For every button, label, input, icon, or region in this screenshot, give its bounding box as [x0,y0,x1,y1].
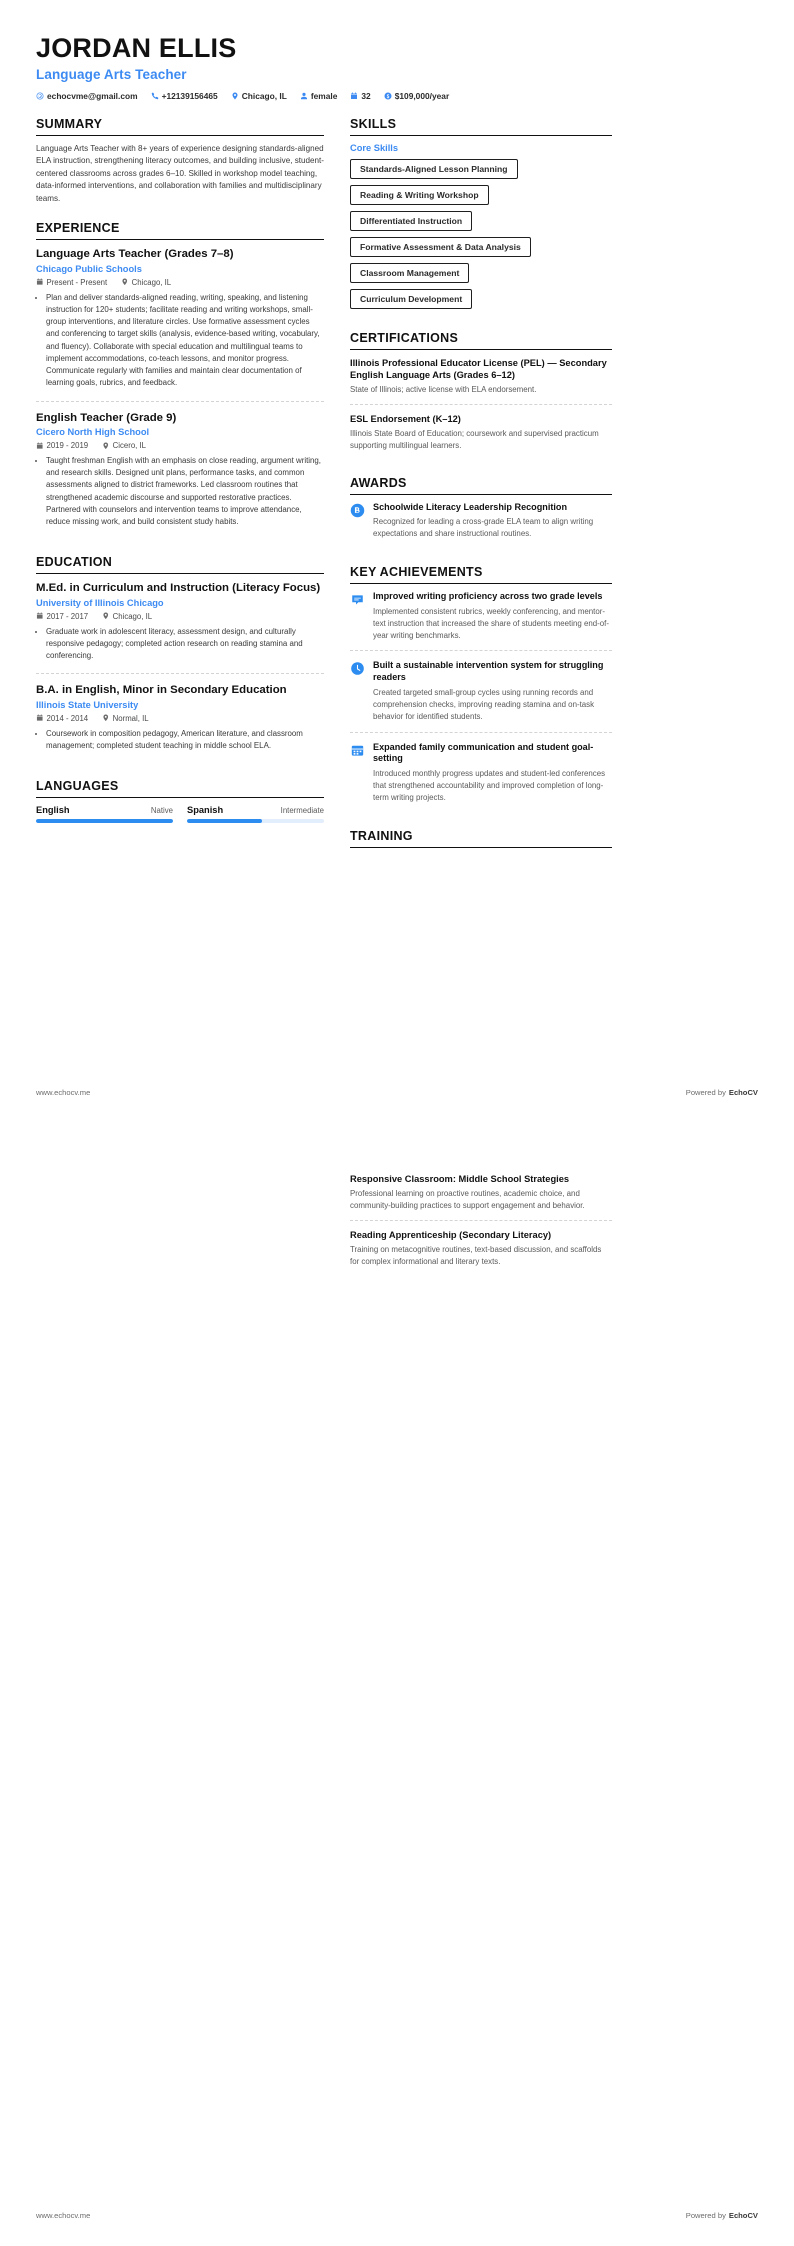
footer-brand-name: EchoCV [728,2211,758,2220]
education-location-value: Normal, IL [112,713,149,723]
location-icon [102,442,110,450]
achievement-item [350,591,612,650]
experience-entry [36,401,324,540]
calendar-icon [350,92,358,100]
phone-icon [151,92,159,100]
certification-desc: Illinois State Board of Education; coursework and supervised practicum supporting multilingual learners. [350,428,599,450]
language-proficiency-bar [36,819,173,823]
achievement-desc: Introduced monthly progress updates and student-led conferences that strengthened accountability and improved completion of long-term writing projects. [373,769,606,802]
section-title-awards: AWARDS [350,476,612,495]
section-training [350,829,612,848]
section-certifications [350,331,612,460]
language-name: English [36,805,70,816]
award-desc: Recognized for leading a cross-grade ELA team to align writing expectations and share instructional routines. [373,517,594,539]
education-school: Illinois State University [36,699,139,710]
section-title-languages: LANGUAGES [36,779,324,798]
achievement-title: Improved writing proficiency across two grade levels [373,591,603,602]
skill-chip: Classroom Management [350,263,469,283]
section-training-continued [350,1173,612,1276]
contact-age-value: 32 [361,90,371,101]
section-experience [36,221,324,539]
language-head [187,805,324,815]
page-footer [36,1088,758,1097]
experience-meta [36,441,324,450]
section-key-achievements [350,565,612,813]
education-degree: M.Ed. in Curriculum and Instruction (Literacy Focus) [36,582,321,595]
experience-bullets [36,455,324,529]
location-icon [231,92,239,100]
section-title-education: EDUCATION [36,555,324,574]
resume-columns-page2 [36,1173,758,1292]
language-head [36,805,173,815]
section-awards [350,476,612,550]
education-dates [36,612,88,621]
award-title: Schoolwide Literacy Leadership Recognition [373,501,568,512]
education-dates-value: 2014 - 2014 [46,713,89,723]
achievement-item [350,650,612,731]
section-summary [36,117,324,206]
contact-salary [384,91,450,101]
achievement-body [373,591,612,641]
summary-text: Language Arts Teacher with 8+ years of experience designing standards-aligned ELA instruction, strengthening literacy outcomes, and building inclusive, student-centered classrooms across grades 6–10. Skilled in workshop model teaching, data-informed interventions, and collaboration with families and multidisciplinary teams. [36,143,324,203]
training-name: Reading Apprenticeship (Secondary Literacy) [350,1229,552,1240]
footer-brand [686,1088,758,1097]
clock-icon [350,661,365,676]
left-column [36,117,324,864]
education-bullets [36,626,324,663]
language-name: Spanish [187,805,224,816]
salary-icon [384,92,392,100]
certification-item [350,357,612,404]
languages-list [36,805,324,823]
award-body [373,502,612,541]
experience-dates [36,278,107,287]
skill-chip: Differentiated Instruction [350,211,472,231]
achievement-desc: Implemented consistent rubrics, weekly conferencing, and mentor-text instruction that increased the share of students meeting end-of-year writing benchmarks. [373,606,609,640]
section-title-summary: SUMMARY [36,117,324,136]
contact-gender-value: female [310,90,338,101]
contact-age [350,91,370,101]
calendar-icon [36,278,44,286]
contact-email-value: echocvme@gmail.com [47,90,138,101]
email-icon [36,92,44,100]
section-title-training: TRAINING [350,829,612,848]
experience-bullet: • Plan and deliver standards-aligned reading, writing, speaking, and listening instruction for 120+ students; facilitate reading and writing workshops, small-group interventions, and literature circles. Use formative assessment cycles and conferencing to target skills (analysis, evidence-based writing, vocabulary, and fluency). Collaborate with special education and multilingual teams to implement accommodations, co-teach lessons, and monitor progress. Communicate regularly with families and maintain clear documentation of learning goals, rubrics, and feedback. [46,292,324,390]
contact-location [231,91,287,101]
experience-role: English Teacher (Grade 9) [36,411,177,424]
section-languages [36,779,324,823]
education-entry [36,581,324,673]
experience-bullets [36,292,324,390]
calendar-icon [36,612,44,620]
section-title-experience: EXPERIENCE [36,221,324,240]
training-item [350,1173,612,1220]
language-level: Native [150,806,173,816]
candidate-job-title: Language Arts Teacher [36,66,187,82]
contact-phone-value: +12139156465 [161,90,218,101]
footer-brand [686,2211,758,2220]
section-title-skills: SKILLS [350,117,612,136]
experience-role: Language Arts Teacher (Grades 7–8) [36,248,234,261]
contact-location-value: Chicago, IL [241,90,287,101]
calendar-grid-icon [350,743,365,758]
achievement-title: Expanded family communication and student goal-setting [373,741,594,764]
footer-powered-label: Powered by [685,2211,726,2220]
right-column-page2 [350,1173,612,1292]
experience-dates-value: 2019 - 2019 [46,440,89,450]
achievement-title: Built a sustainable intervention system for struggling readers [373,660,604,683]
education-location [102,714,148,723]
experience-location [121,278,171,287]
speech-bubble-icon [350,592,365,607]
education-school: University of Illinois Chicago [36,597,164,608]
certification-name: Illinois Professional Educator License (PEL) — Secondary English Language Arts (Grades 6–12) [350,357,607,380]
language-proficiency-bar [187,819,324,823]
experience-meta [36,278,324,287]
skill-chip: Reading & Writing Workshop [350,185,489,205]
achievement-body [373,660,612,722]
achievement-desc: Created targeted small-group cycles using running records and comprehension checks, improving reading stamina and on-task behavior for identified students. [373,688,595,721]
certification-name: ESL Endorsement (K–12) [350,413,461,424]
calendar-icon [36,442,44,450]
section-title-key-achievements: KEY ACHIEVEMENTS [350,565,612,584]
location-icon [102,612,110,620]
location-icon [102,714,110,722]
contact-phone[interactable] [151,91,218,101]
skills-list [350,159,612,315]
experience-bullet: • Taught freshman English with an emphasis on close reading, argument writing, and research skills. Designed unit plans, performance tasks, and common assessments aligned to district frameworks. Led classroom routines that strengthened academic discourse and supported restorative practices. Partnered with counselors and intervention teams to improve attendance, reduce missing work, and build consistent study habits. [46,455,324,529]
training-desc: Training on metacognitive routines, text-based discussion, and scaffolds for complex informational and literary texts. [350,1244,602,1266]
location-icon [121,278,129,286]
experience-org: Cicero North High School [36,426,150,437]
education-meta [36,714,324,723]
section-title-certifications: CERTIFICATIONS [350,331,612,350]
education-location-value: Chicago, IL [112,611,153,621]
skill-chip: Curriculum Development [350,289,472,309]
candidate-name: JORDAN ELLIS [36,33,237,63]
training-item [350,1220,612,1276]
education-dates [36,714,88,723]
achievement-body [373,742,612,804]
badge-icon [350,503,365,518]
contact-row [36,91,758,101]
education-bullet: • Coursework in composition pedagogy, American literature, and classroom management; completed student teaching in middle school ELA. [46,728,324,753]
education-bullet: • Graduate work in adolescent literacy, assessment design, and culturally responsive pedagogy; completed action research on reading stamina and conferencing. [46,626,324,663]
language-item [187,805,324,823]
education-location [102,612,152,621]
language-item [36,805,173,823]
award-item [350,502,612,550]
language-level: Intermediate [280,806,324,816]
section-education [36,555,324,763]
experience-location [102,441,146,450]
education-meta [36,612,324,621]
footer-site[interactable]: www.echocv.me [36,2211,91,2220]
training-name: Responsive Classroom: Middle School Strategies [350,1174,570,1184]
certification-desc: State of Illinois; active license with ELA endorsement. [350,384,537,394]
calendar-icon [36,714,44,722]
achievement-item [350,732,612,813]
footer-brand-name: EchoCV [728,1088,758,1097]
resume-header [36,34,758,101]
skill-chip: Standards-Aligned Lesson Planning [350,159,518,179]
page-footer [36,2211,758,2220]
training-desc: Professional learning on proactive routines, academic choice, and community-building practices to support engagement and behavior. [350,1189,585,1210]
contact-salary-value: $109,000/year [394,90,450,101]
education-dates-value: 2017 - 2017 [46,611,89,621]
footer-site[interactable]: www.echocv.me [36,1088,91,1097]
contact-gender [300,91,338,101]
education-bullets [36,728,324,753]
experience-org: Chicago Public Schools [36,263,142,274]
resume-page-2 [0,1123,794,2246]
skill-chip: Formative Assessment & Data Analysis [350,237,531,257]
resume-columns [36,117,758,864]
person-icon [300,92,308,100]
education-degree: B.A. in English, Minor in Secondary Education [36,684,287,697]
certification-item [350,404,612,460]
left-column-page2 [36,1173,324,1292]
contact-email[interactable] [36,91,138,101]
experience-location-value: Chicago, IL [131,277,172,287]
education-entry [36,673,324,763]
experience-dates [36,441,88,450]
right-column [350,117,612,864]
experience-entry [36,247,324,400]
experience-dates-value: Present - Present [46,277,108,287]
experience-location-value: Cicero, IL [112,440,146,450]
footer-powered-label: Powered by [685,1088,726,1097]
section-skills [350,117,612,315]
skills-group-label: Core Skills [350,142,399,153]
